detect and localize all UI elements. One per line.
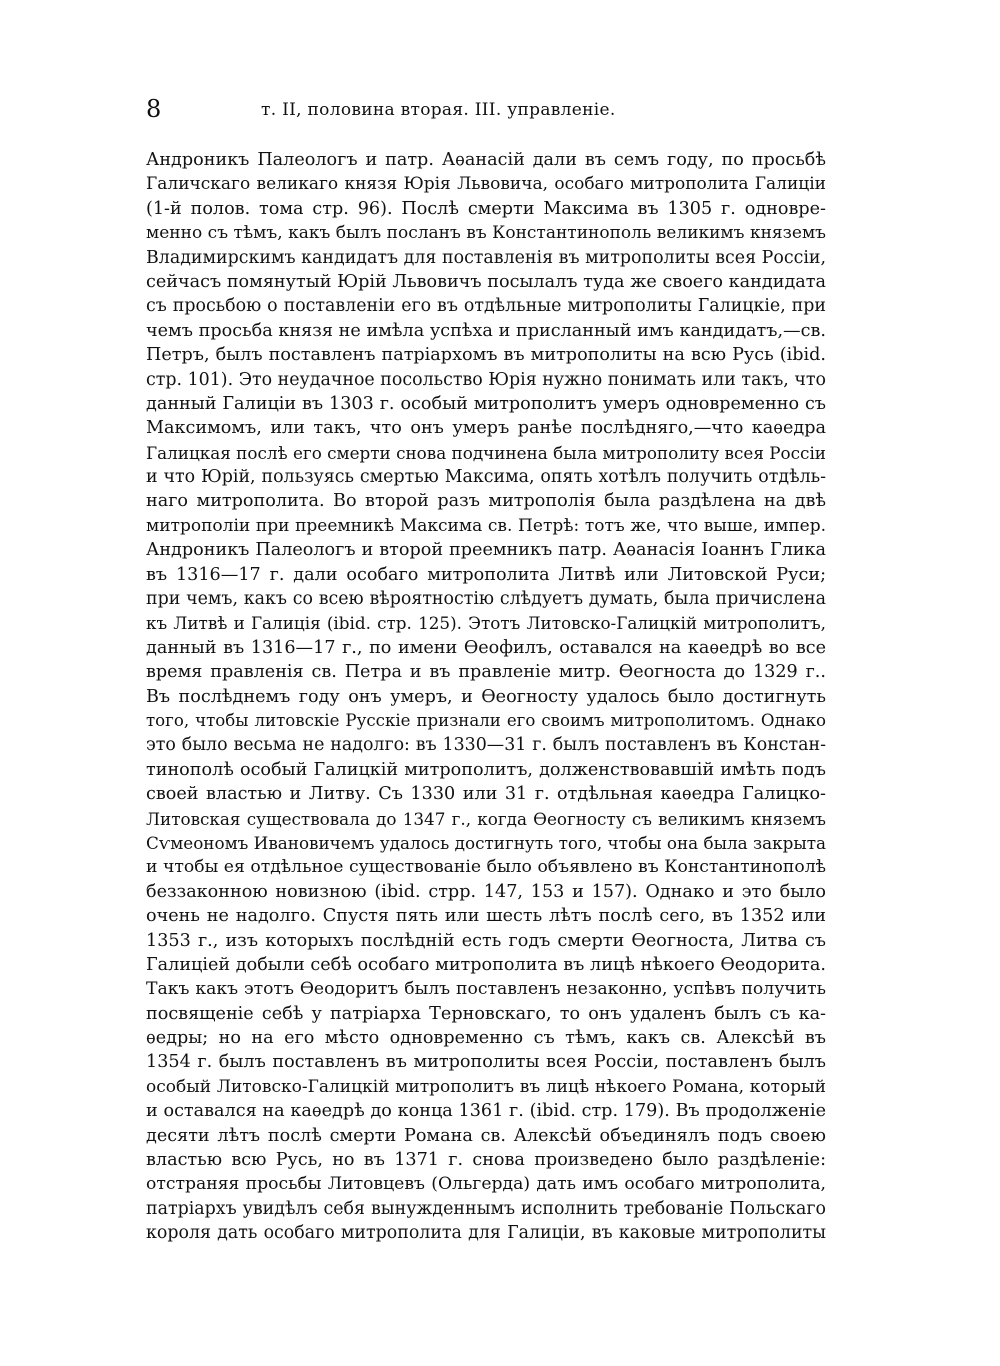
text-line: время правленія св. Петра и въ правленіе митр. Ѳеогноста до 1329 г.. (146, 662, 826, 683)
text-line: стр. 101). Это неудачное посольство Юрія нужно понимать или такъ, что (146, 369, 826, 390)
text-line: и чтобы ея отдѣльное существованіе было объявлено въ Константинополѣ (146, 857, 826, 878)
text-line: очень не надолго. Спустя пять или шесть лѣтъ послѣ сего, въ 1352 или (146, 906, 826, 927)
text-line: данный въ 1316—17 г., по имени Ѳеофилъ, оставался на каѳедрѣ во все (146, 637, 826, 658)
text-line: десяти лѣтъ послѣ смерти Романа св. Алексѣй объединялъ подъ своею (146, 1125, 826, 1146)
text-line: митрополіи при преемникѣ Максима св. Петрѣ: тотъ же, что выше, импер. (146, 515, 826, 536)
text-line: при чемъ, какъ со всею вѣроятностію слѣдуетъ думать, была причислена (146, 589, 826, 610)
text-line: ѳедры; но на его мѣсто одновременно съ тѣмъ, какъ св. Алексѣй въ (146, 1028, 826, 1049)
text-line: короля дать особаго митрополита для Галиціи, въ каковые митрополиты (146, 1223, 826, 1244)
text-line: (1-й полов. тома стр. 96). Послѣ смерти Максима въ 1305 г. одновре- (146, 198, 826, 219)
text-line: тинополѣ особый Галицкій митрополитъ, долженствовавшій имѣть подъ (146, 759, 826, 780)
text-line: Въ послѣднемъ году онъ умеръ, и Ѳеогносту удалось было достигнуть (146, 686, 826, 707)
text-line: Сѵмеономъ Ивановичемъ удалось достигнуть того, чтобы она была закрыта (146, 832, 826, 853)
text-line: Такъ какъ этотъ Ѳеодоритъ былъ поставленъ незаконно, успѣвъ получить (146, 979, 826, 1000)
text-line: менно съ тѣмъ, какъ былъ посланъ въ Константинополь великимъ княземъ (146, 223, 826, 244)
text-line: Литовская существовала до 1347 г., когда Ѳеогносту съ великимъ княземъ (146, 808, 826, 829)
text-line: Андроникъ Палеологъ и второй преемникъ патр. Аѳанасія Іоаннъ Глика (146, 540, 826, 561)
text-line: это было весьма не надолго: въ 1330—31 г. былъ поставленъ въ Констан- (146, 735, 826, 756)
text-line: Владимирскимъ кандидатъ для поставленія въ митрополиты всея Россіи, (146, 247, 826, 268)
text-line: 1353 г., изъ которыхъ послѣдній есть годъ смерти Ѳеогноста, Литва съ (146, 930, 826, 951)
text-line: отстраняя просьбы Литовцевъ (Ольгерда) дать имъ особаго митрополита, (146, 1174, 826, 1195)
text-line: чемъ просьба князя не имѣла успѣха и присланный имъ кандидатъ,—св. (146, 320, 826, 341)
text-line: своей властью и Литву. Съ 1330 или 31 г. отдѣльная каѳедра Галицко- (146, 784, 826, 805)
text-line: съ просьбою о поставленіи его въ отдѣльные митрополиты Галицкіе, при (146, 296, 826, 317)
text-line: того, чтобы литовскіе Русскіе признали его своимъ митрополитомъ. Однако (146, 710, 826, 730)
running-head: т. II, половина вторая. III. управленіе. (261, 100, 616, 120)
text-line: и что Юрій, пользуясь смертью Максима, опять хотѣлъ получить отдѣль- (146, 467, 826, 488)
text-line: Петръ, былъ поставленъ патріархомъ въ митрополиты на всю Русь (ibid. (146, 345, 826, 366)
body-text (146, 148, 826, 1246)
page-number: 8 (146, 95, 162, 123)
text-line: данный Галиціи въ 1303 г. особый митрополитъ умеръ одновременно съ (146, 393, 826, 414)
text-line: патріархъ увидѣлъ себя вынужденнымъ исполнить требованіе Польскаго (146, 1198, 826, 1219)
text-line: Галицкая послѣ его смерти снова подчинена была митрополиту всея Россіи (146, 442, 826, 463)
text-line: Максимомъ, или такъ, что онъ умеръ ранѣе послѣдняго,—что каѳедра (146, 418, 826, 439)
text-line: и оставался на каѳедрѣ до конца 1361 г. (ibid. стр. 179). Въ продолженіе (146, 1101, 826, 1122)
text-line: властью всю Русь, но въ 1371 г. снова произведено было раздѣленіе: (146, 1150, 826, 1171)
text-line: наго митрополита. Во второй разъ митрополія была раздѣлена на двѣ (146, 491, 826, 512)
text-line: особый Литовско-Галицкій митрополитъ въ лицѣ нѣкоего Романа, который (146, 1076, 826, 1097)
text-line: Галичскаго великаго князя Юрія Львовича, особаго митрополита Галиціи (146, 174, 826, 195)
text-line: 1354 г. былъ поставленъ въ митрополиты всея Россіи, поставленъ былъ (146, 1052, 826, 1073)
text-line: Галиціей добыли себѣ особаго митрополита въ лицѣ нѣкоего Ѳеодорита. (146, 954, 826, 975)
text-line: сейчасъ помянутый Юрій Львовичъ посылалъ туда же своего кандидата (146, 271, 826, 292)
text-line: беззаконною новизною (ibid. стрр. 147, 153 и 157). Однако и это было (146, 881, 826, 902)
text-line: въ 1316—17 г. дали особаго митрополита Литвѣ или Литовской Руси; (146, 564, 826, 585)
text-line: къ Литвѣ и Галиція (ibid. стр. 125). Этотъ Литовско-Галицкій митрополитъ, (146, 613, 826, 634)
text-line: Андроникъ Палеологъ и патр. Аѳанасій дали въ семъ году, по просьбѣ (146, 150, 826, 170)
text-line: посвященіе себѣ у патріарха Терновскаго, то онъ удаленъ былъ съ ка- (146, 1003, 826, 1024)
page-header (146, 94, 826, 124)
